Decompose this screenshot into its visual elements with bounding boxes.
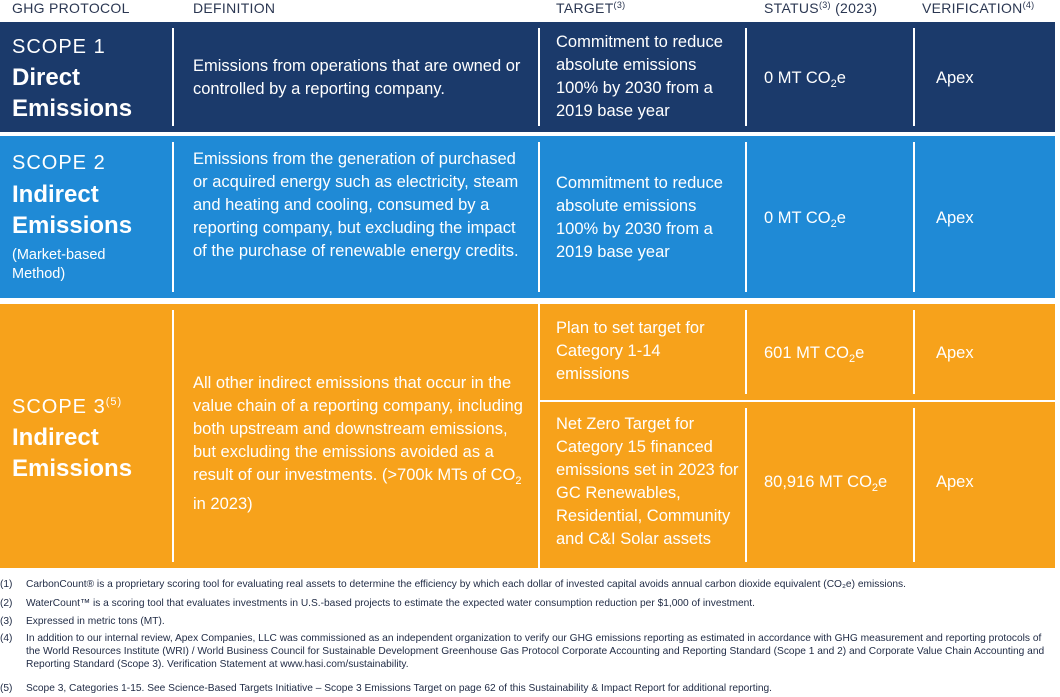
header-ghg-protocol: GHG PROTOCOL [12, 0, 130, 16]
scope2-definition: Emissions from the generation of purchased or acquired energy such as electricity, steam and heating and cooling, consumed by a reporting company, but excluding the impact of the purchase of renewable energy credits. [193, 150, 519, 260]
scope2-verification: Apex [936, 209, 974, 227]
scope2-name-line1: Indirect [12, 181, 99, 208]
divider [172, 310, 174, 562]
scope3-row2-status-suffix: e [878, 473, 888, 491]
scope2-method: (Market-based Method) [12, 247, 106, 282]
footnote-text: WaterCount™ is a scoring tool that evaluates investments in U.S.-based projects to estimate the expected water consumption reduction per $1,000 of investment. [26, 598, 755, 609]
scope3-definition-extra-sub: 2 [515, 475, 522, 487]
footnote-number: (4) [0, 633, 13, 644]
scope2-label: SCOPE 2 [12, 152, 106, 174]
scope3-row1-target: Plan to set target for Category 1-14 emissions [556, 319, 705, 383]
footnote-text: CarbonCount® is a proprietary scoring tool for evaluating real assets to determine the efficiency by which each dollar of invested capital avoids annual carbon dioxide equivalent (CO₂e) emissions. [26, 579, 906, 590]
scope2-status-sub: 2 [830, 218, 837, 230]
footnote-number: (1) [0, 579, 13, 590]
scope1-status-sub: 2 [830, 78, 837, 90]
scope1-row [0, 22, 1055, 132]
header-definition: DEFINITION [193, 0, 276, 16]
header-status-year: (2023) [835, 0, 878, 16]
scope3-row1-status [764, 342, 909, 371]
scope3-label-text: SCOPE 3 [12, 396, 106, 418]
scope3-row2-verification: Apex [936, 473, 974, 491]
divider [538, 142, 540, 292]
scope2-row [0, 136, 1055, 298]
scope1-target: Commitment to reduce absolute emissions 100% by 2030 from a 2019 base year [556, 33, 723, 120]
divider [172, 142, 174, 292]
divider [745, 310, 747, 394]
scope1-status [764, 67, 909, 96]
scope3-row2-status-sub: 2 [871, 482, 879, 494]
scope1-name-line1: Direct [12, 64, 81, 91]
divider [538, 304, 540, 568]
scope2-name [12, 179, 132, 241]
footnote-number: (3) [0, 616, 13, 627]
header-target-label: TARGET [556, 0, 614, 16]
scope3-row [0, 304, 1055, 568]
scope3-definition-extra-suffix: in 2023) [193, 495, 253, 513]
scope3-definition [193, 372, 528, 516]
scope2-status-value: 0 MT CO [764, 209, 831, 227]
divider [913, 142, 915, 292]
scope3-row1-verification: Apex [936, 344, 974, 362]
scope1-label: SCOPE 1 [12, 36, 106, 58]
header-verification [922, 0, 1034, 20]
footnote-number: (5) [0, 683, 13, 694]
scope3-row2-status-value: 80,916 MT CO [764, 473, 872, 491]
scope1-verification: Apex [936, 69, 974, 87]
divider [913, 310, 915, 394]
scope3-row1-status-suffix: e [855, 344, 865, 362]
scope1-name [12, 62, 132, 124]
scope1-status-value: 0 MT CO [764, 69, 831, 87]
header-status [764, 0, 877, 20]
scope1-name-line2: Emissions [12, 95, 133, 122]
header-status-ref: (3) [818, 0, 831, 10]
divider [172, 28, 174, 126]
divider [745, 408, 747, 562]
footnote-number: (2) [0, 598, 13, 609]
scope1-definition: Emissions from operations that are owned or controlled by a reporting company. [193, 57, 521, 98]
scope3-definition-extra: (>700k MTs of CO [381, 466, 516, 484]
divider [538, 28, 540, 126]
divider [913, 28, 915, 126]
scope1-status-suffix: e [836, 69, 846, 87]
scope3-name-line1: Indirect [12, 424, 99, 451]
scope3-name [12, 422, 132, 484]
divider [745, 142, 747, 292]
divider [745, 28, 747, 126]
scope3-definition-text: All other indirect emissions that occur in the value chain of a reporting company, including both upstream and downstream emissions, but excluding the emissions avoided as a result of our investments. [193, 374, 523, 484]
scope3-row2-status [764, 471, 914, 500]
scope3-row1-status-sub: 2 [848, 353, 856, 365]
scope2-name-line2: Emissions [12, 212, 133, 239]
divider [540, 400, 1055, 402]
scope2-status-suffix: e [836, 209, 846, 227]
scope3-row2-target: Net Zero Target for Category 15 financed emissions set in 2023 for GC Renewables, Residential, Community and C&I Solar assets [556, 415, 739, 548]
footnote-text: Expressed in metric tons (MT). [26, 616, 165, 627]
header-status-label: STATUS [764, 0, 819, 16]
header-verification-label: VERIFICATION [922, 0, 1023, 16]
scope2-status [764, 207, 909, 236]
header-target-ref: (3) [613, 0, 626, 10]
scope3-label-ref: (5) [105, 396, 123, 408]
scope3-label [12, 396, 122, 419]
scope3-row1-status-value: 601 MT CO [764, 344, 849, 362]
header-verification-ref: (4) [1022, 0, 1035, 10]
scope2-target: Commitment to reduce absolute emissions 100% by 2030 from a 2019 base year [556, 174, 723, 261]
footnote-text: In addition to our internal review, Apex Companies, LLC was commissioned as an independent organization to verify our GHG emissions reporting as estimated in accordance with GHG measurement and reporting protocols of the World Resources Institute (WRI) / World Business Council for Sustainable Development Greenhouse Gas Protocol Corporate Accounting and Reporting Standard (Scope 1 and 2) and Corporate Value Chain Accounting and Reporting Standard (Scope 3). Verification Statement at www.hasi.com/sustainability. [26, 633, 1045, 670]
header-target [556, 0, 625, 20]
footnote-text: Scope 3, Categories 1-15. See Science-Based Targets Initiative – Scope 3 Emissions Target on page 62 of this Sustainability & Impact Report for additional reporting. [26, 683, 772, 694]
scope3-name-line2: Emissions [12, 455, 133, 482]
